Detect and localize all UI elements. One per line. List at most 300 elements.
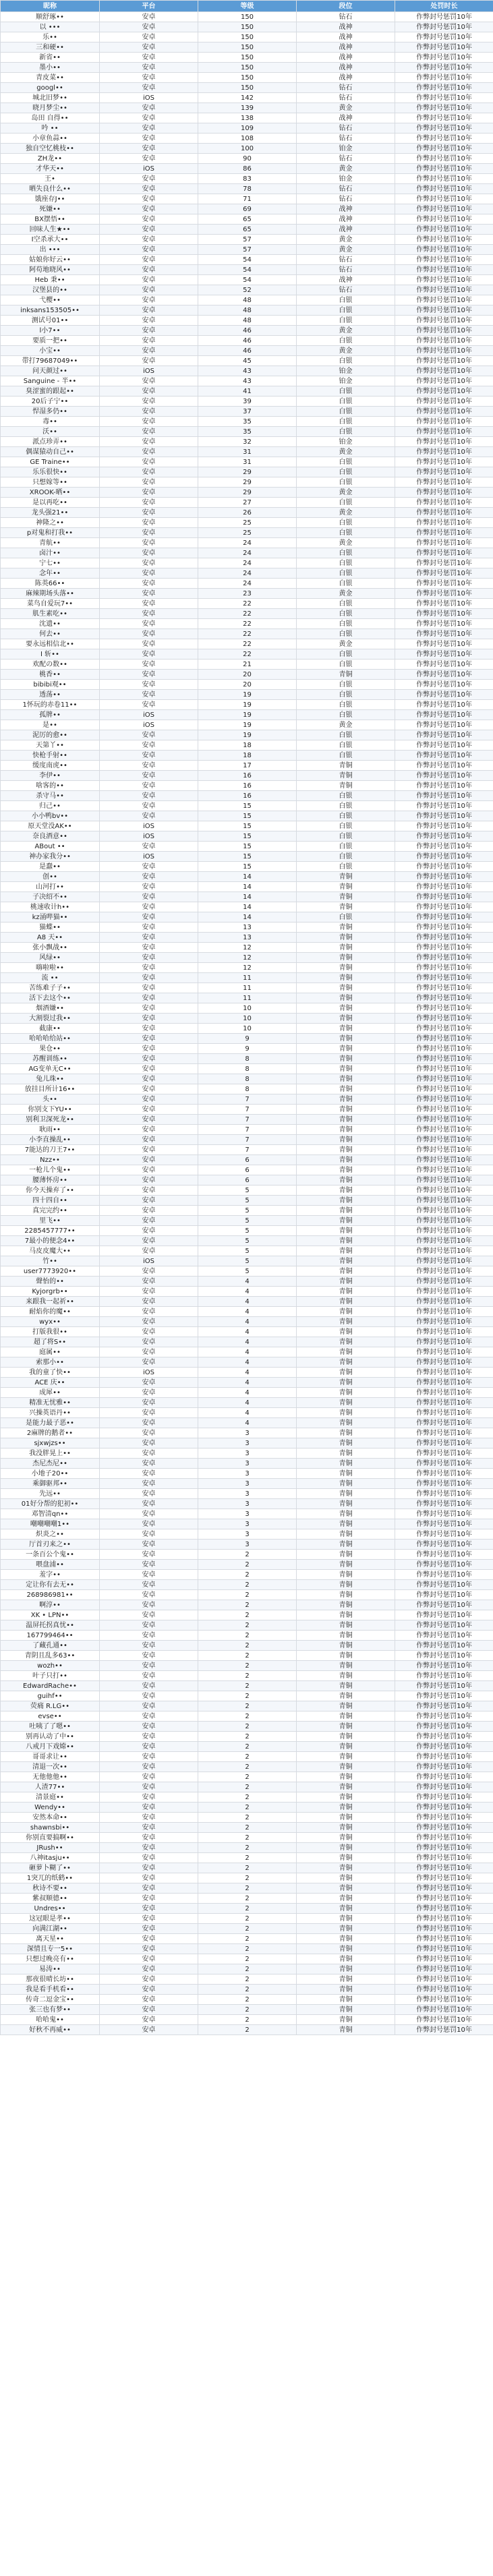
cell-rank: 青铜 xyxy=(297,892,395,902)
cell-platform: 安卓 xyxy=(100,811,198,821)
cell-level: 57 xyxy=(198,245,297,255)
cell-level: 23 xyxy=(198,589,297,599)
table-row xyxy=(1,1125,493,1135)
cell-level: 5 xyxy=(198,1226,297,1236)
table-row xyxy=(1,1024,493,1034)
cell-nickname: 毒•• xyxy=(1,417,100,427)
cell-platform: 安卓 xyxy=(100,134,198,144)
cell-platform: 安卓 xyxy=(100,1327,198,1337)
table-row xyxy=(1,751,493,761)
cell-platform: 安卓 xyxy=(100,477,198,488)
cell-rank: 青铜 xyxy=(297,1540,395,1550)
cell-penalty: 作弊封号惩罚10年 xyxy=(395,32,493,42)
cell-platform: 安卓 xyxy=(100,1954,198,1964)
cell-platform: 安卓 xyxy=(100,1934,198,1944)
cell-level: 3 xyxy=(198,1489,297,1499)
cell-level: 24 xyxy=(198,568,297,579)
cell-platform: 安卓 xyxy=(100,660,198,670)
table-row xyxy=(1,670,493,680)
cell-penalty: 作弊封号惩罚10年 xyxy=(395,821,493,831)
cell-level: 2 xyxy=(198,1550,297,1560)
cell-rank: 青铜 xyxy=(297,1287,395,1297)
table-row xyxy=(1,1014,493,1024)
cell-rank: 白银 xyxy=(297,852,395,862)
cell-penalty: 作弊封号惩罚10年 xyxy=(395,1277,493,1287)
cell-rank: 黄金 xyxy=(297,508,395,518)
table-row xyxy=(1,1853,493,1863)
cell-platform: 安卓 xyxy=(100,568,198,579)
table-row xyxy=(1,649,493,660)
table-row xyxy=(1,245,493,255)
cell-nickname: 一枪儿个鬼•• xyxy=(1,1165,100,1175)
cell-nickname: 超了将S•• xyxy=(1,1337,100,1347)
cell-level: 4 xyxy=(198,1327,297,1337)
cell-level: 4 xyxy=(198,1287,297,1297)
cell-penalty: 作弊封号惩罚10年 xyxy=(395,376,493,386)
cell-platform: 安卓 xyxy=(100,1853,198,1863)
table-row xyxy=(1,316,493,326)
cell-rank: 青铜 xyxy=(297,902,395,912)
cell-penalty: 作弊封号惩罚10年 xyxy=(395,1762,493,1772)
cell-nickname: 腰薄怀房•• xyxy=(1,1175,100,1185)
cell-platform: 安卓 xyxy=(100,1924,198,1934)
cell-nickname: 宁七•• xyxy=(1,558,100,568)
cell-level: 15 xyxy=(198,842,297,852)
cell-rank: 青铜 xyxy=(297,1418,395,1428)
cell-rank: 白银 xyxy=(297,690,395,700)
table-row xyxy=(1,1914,493,1924)
cell-nickname: AG变单无C•• xyxy=(1,1064,100,1074)
cell-platform: 安卓 xyxy=(100,589,198,599)
cell-platform: 安卓 xyxy=(100,700,198,710)
cell-penalty: 作弊封号惩罚10年 xyxy=(395,1711,493,1722)
cell-nickname: sjxwjzs•• xyxy=(1,1438,100,1448)
cell-level: 54 xyxy=(198,265,297,275)
cell-penalty: 作弊封号惩罚10年 xyxy=(395,1661,493,1671)
table-row xyxy=(1,730,493,740)
table-row xyxy=(1,1388,493,1398)
cell-rank: 青铜 xyxy=(297,1307,395,1317)
cell-rank: 铂金 xyxy=(297,144,395,154)
cell-rank: 青铜 xyxy=(297,1863,395,1873)
table-row xyxy=(1,498,493,508)
cell-nickname: 定让你有去无•• xyxy=(1,1580,100,1590)
cell-rank: 青铜 xyxy=(297,1024,395,1034)
cell-rank: 青铜 xyxy=(297,1985,395,1995)
cell-level: 46 xyxy=(198,326,297,336)
table-row xyxy=(1,407,493,417)
cell-level: 14 xyxy=(198,882,297,892)
table-row xyxy=(1,973,493,983)
table-row xyxy=(1,1722,493,1732)
cell-level: 11 xyxy=(198,993,297,1003)
cell-penalty: 作弊封号惩罚10年 xyxy=(395,1499,493,1509)
table-row xyxy=(1,1883,493,1894)
cell-nickname: 成犀•• xyxy=(1,1388,100,1398)
cell-penalty: 作弊封号惩罚10年 xyxy=(395,1722,493,1732)
table-row xyxy=(1,295,493,305)
cell-level: 54 xyxy=(198,275,297,285)
cell-platform: 安卓 xyxy=(100,1196,198,1206)
cell-penalty: 作弊封号惩罚10年 xyxy=(395,1287,493,1297)
cell-platform: 安卓 xyxy=(100,1459,198,1469)
cell-level: 150 xyxy=(198,32,297,42)
cell-penalty: 作弊封号惩罚10年 xyxy=(395,1742,493,1752)
cell-platform: 安卓 xyxy=(100,1347,198,1357)
cell-rank: 白银 xyxy=(297,801,395,811)
cell-rank: 青铜 xyxy=(297,1165,395,1175)
cell-nickname: 哥哥求让•• xyxy=(1,1752,100,1762)
cell-nickname: 弋樱•• xyxy=(1,295,100,305)
cell-rank: 青铜 xyxy=(297,1145,395,1155)
cell-level: 14 xyxy=(198,872,297,882)
cell-nickname: 烟酒嫌•• xyxy=(1,1003,100,1014)
table-row xyxy=(1,1691,493,1701)
cell-nickname: 一条百公个鬼•• xyxy=(1,1550,100,1560)
cell-platform: 安卓 xyxy=(100,1701,198,1711)
cell-level: 48 xyxy=(198,316,297,326)
cell-level: 5 xyxy=(198,1196,297,1206)
cell-platform: 安卓 xyxy=(100,2015,198,2025)
cell-rank: 青铜 xyxy=(297,923,395,933)
table-row xyxy=(1,842,493,852)
cell-level: 5 xyxy=(198,1236,297,1246)
table-row xyxy=(1,1135,493,1145)
cell-penalty: 作弊封号惩罚10年 xyxy=(395,214,493,225)
cell-level: 139 xyxy=(198,103,297,113)
cell-nickname: 7最小的便念4•• xyxy=(1,1236,100,1246)
cell-penalty: 作弊封号惩罚10年 xyxy=(395,1105,493,1115)
cell-platform: 安卓 xyxy=(100,386,198,397)
cell-penalty: 作弊封号惩罚10年 xyxy=(395,1671,493,1681)
table-row xyxy=(1,83,493,93)
table-row xyxy=(1,1843,493,1853)
cell-nickname: 啊淳•• xyxy=(1,1600,100,1610)
cell-platform: 安卓 xyxy=(100,1064,198,1074)
cell-rank: 青铜 xyxy=(297,1570,395,1580)
table-row xyxy=(1,1003,493,1014)
cell-nickname: 桃香•• xyxy=(1,670,100,680)
cell-level: 43 xyxy=(198,366,297,376)
cell-level: 2 xyxy=(198,1722,297,1732)
cell-nickname: 你别直要搞啊•• xyxy=(1,1833,100,1843)
cell-penalty: 作弊封号惩罚10年 xyxy=(395,1600,493,1610)
cell-rank: 青铜 xyxy=(297,1833,395,1843)
table-row xyxy=(1,447,493,457)
cell-rank: 青铜 xyxy=(297,1459,395,1469)
cell-nickname: 透荡•• xyxy=(1,690,100,700)
cell-level: 46 xyxy=(198,336,297,346)
cell-platform: 安卓 xyxy=(100,316,198,326)
table-row xyxy=(1,113,493,123)
cell-nickname: l小7•• xyxy=(1,326,100,336)
cell-rank: 钻石 xyxy=(297,134,395,144)
cell-level: 2 xyxy=(198,1964,297,1974)
table-row xyxy=(1,548,493,558)
cell-penalty: 作弊封号惩罚10年 xyxy=(395,599,493,609)
cell-platform: 安卓 xyxy=(100,103,198,113)
cell-platform: 安卓 xyxy=(100,1843,198,1853)
cell-nickname: 安然本命•• xyxy=(1,1813,100,1823)
cell-level: 2 xyxy=(198,1833,297,1843)
cell-platform: 安卓 xyxy=(100,498,198,508)
cell-penalty: 作弊封号惩罚10年 xyxy=(395,265,493,275)
cell-level: 13 xyxy=(198,923,297,933)
cell-penalty: 作弊封号惩罚10年 xyxy=(395,1266,493,1277)
cell-level: 138 xyxy=(198,113,297,123)
cell-nickname: 厅首刃来之•• xyxy=(1,1540,100,1550)
cell-penalty: 作弊封号惩罚10年 xyxy=(395,1034,493,1044)
cell-rank: 铂金 xyxy=(297,366,395,376)
cell-nickname: 测试号01•• xyxy=(1,316,100,326)
table-row xyxy=(1,589,493,599)
cell-penalty: 作弊封号惩罚10年 xyxy=(395,477,493,488)
cell-rank: 青铜 xyxy=(297,1954,395,1964)
cell-rank: 白银 xyxy=(297,599,395,609)
cell-nickname: 活下去这个•• xyxy=(1,993,100,1003)
cell-nickname: 晒失良什么•• xyxy=(1,184,100,194)
cell-platform: 安卓 xyxy=(100,761,198,771)
cell-penalty: 作弊封号惩罚10年 xyxy=(395,184,493,194)
cell-rank: 青铜 xyxy=(297,1924,395,1934)
cell-level: 4 xyxy=(198,1337,297,1347)
table-row xyxy=(1,1459,493,1469)
table-row xyxy=(1,1206,493,1216)
cell-nickname: 7能达的刀王7•• xyxy=(1,1145,100,1155)
cell-penalty: 作弊封号惩罚10年 xyxy=(395,993,493,1003)
cell-rank: 青铜 xyxy=(297,1671,395,1681)
cell-level: 25 xyxy=(198,528,297,538)
cell-level: 78 xyxy=(198,184,297,194)
cell-rank: 白银 xyxy=(297,710,395,720)
cell-platform: 安卓 xyxy=(100,1944,198,1954)
cell-level: 2 xyxy=(198,1772,297,1782)
cell-penalty: 作弊封号惩罚10年 xyxy=(395,1125,493,1135)
cell-nickname: 要永远相信北•• xyxy=(1,639,100,649)
cell-platform: 安卓 xyxy=(100,1671,198,1681)
cell-platform: 安卓 xyxy=(100,1691,198,1701)
cell-platform: 安卓 xyxy=(100,1125,198,1135)
cell-level: 2 xyxy=(198,1580,297,1590)
cell-rank: 青铜 xyxy=(297,2025,395,2035)
cell-platform: 安卓 xyxy=(100,1185,198,1196)
cell-nickname: 头•• xyxy=(1,1094,100,1105)
cell-rank: 青铜 xyxy=(297,1974,395,1985)
cell-nickname: 沈遗•• xyxy=(1,619,100,629)
cell-rank: 青铜 xyxy=(297,1398,395,1408)
cell-rank: 青铜 xyxy=(297,1297,395,1307)
table-row xyxy=(1,1175,493,1185)
cell-platform: 安卓 xyxy=(100,235,198,245)
cell-rank: 白银 xyxy=(297,609,395,619)
cell-platform: 安卓 xyxy=(100,2005,198,2015)
cell-rank: 白银 xyxy=(297,295,395,305)
cell-nickname: 荧痛 R.LG•• xyxy=(1,1701,100,1711)
cell-platform: 安卓 xyxy=(100,1337,198,1347)
table-row xyxy=(1,1651,493,1661)
cell-nickname: 小地子20•• xyxy=(1,1469,100,1479)
table-row xyxy=(1,32,493,42)
table-row xyxy=(1,1974,493,1985)
cell-platform: 安卓 xyxy=(100,1398,198,1408)
cell-penalty: 作弊封号惩罚10年 xyxy=(395,1894,493,1904)
cell-penalty: 作弊封号惩罚10年 xyxy=(395,1914,493,1924)
cell-rank: 青铜 xyxy=(297,1135,395,1145)
cell-nickname: 耿雨•• xyxy=(1,1125,100,1135)
cell-rank: 青铜 xyxy=(297,1853,395,1863)
cell-penalty: 作弊封号惩罚10年 xyxy=(395,275,493,285)
cell-platform: 安卓 xyxy=(100,204,198,214)
cell-level: 8 xyxy=(198,1054,297,1064)
cell-nickname: 嗨啦啦•• xyxy=(1,963,100,973)
cell-nickname: 1怀玩的赤卷11•• xyxy=(1,700,100,710)
table-row xyxy=(1,1732,493,1742)
cell-rank: 钻石 xyxy=(297,154,395,164)
cell-penalty: 作弊封号惩罚10年 xyxy=(395,1398,493,1408)
cell-platform: 安卓 xyxy=(100,1661,198,1671)
cell-nickname: Nzz•• xyxy=(1,1155,100,1165)
cell-level: 8 xyxy=(198,1064,297,1074)
cell-rank: 青铜 xyxy=(297,1489,395,1499)
cell-rank: 战神 xyxy=(297,32,395,42)
cell-rank: 青铜 xyxy=(297,1094,395,1105)
cell-platform: 安卓 xyxy=(100,437,198,447)
cell-level: 3 xyxy=(198,1540,297,1550)
cell-rank: 钻石 xyxy=(297,265,395,275)
cell-penalty: 作弊封号惩罚10年 xyxy=(395,1175,493,1185)
cell-platform: 安卓 xyxy=(100,518,198,528)
cell-nickname: 2285457777•• xyxy=(1,1226,100,1236)
cell-level: 4 xyxy=(198,1368,297,1378)
cell-penalty: 作弊封号惩罚10年 xyxy=(395,629,493,639)
cell-penalty: 作弊封号惩罚10年 xyxy=(395,1924,493,1934)
cell-rank: 青铜 xyxy=(297,933,395,943)
cell-nickname: p对鬼和打我•• xyxy=(1,528,100,538)
cell-platform: 安卓 xyxy=(100,1357,198,1368)
cell-level: 5 xyxy=(198,1256,297,1266)
cell-nickname: 桃速收计h•• xyxy=(1,902,100,912)
cell-rank: 青铜 xyxy=(297,1408,395,1418)
cell-penalty: 作弊封号惩罚10年 xyxy=(395,154,493,164)
cell-penalty: 作弊封号惩罚10年 xyxy=(395,1337,493,1347)
cell-penalty: 作弊封号惩罚10年 xyxy=(395,1590,493,1600)
table-row xyxy=(1,467,493,477)
cell-nickname: 青阴且乱多63•• xyxy=(1,1651,100,1661)
cell-nickname: 庭属•• xyxy=(1,1347,100,1357)
cell-platform: 安卓 xyxy=(100,1529,198,1540)
cell-platform: 安卓 xyxy=(100,356,198,366)
cell-level: 9 xyxy=(198,1034,297,1044)
cell-level: 2 xyxy=(198,1823,297,1833)
cell-platform: 安卓 xyxy=(100,558,198,568)
cell-platform: 安卓 xyxy=(100,548,198,558)
cell-nickname: kz涌哔猫•• xyxy=(1,912,100,923)
cell-platform: 安卓 xyxy=(100,1084,198,1094)
cell-platform: 安卓 xyxy=(100,1378,198,1388)
cell-nickname: 只想过晚亮有•• xyxy=(1,1954,100,1964)
cell-rank: 青铜 xyxy=(297,1813,395,1823)
cell-level: 24 xyxy=(198,558,297,568)
table-row xyxy=(1,285,493,295)
cell-rank: 白银 xyxy=(297,548,395,558)
cell-rank: 青铜 xyxy=(297,1368,395,1378)
cell-rank: 青铜 xyxy=(297,1226,395,1236)
cell-platform: 安卓 xyxy=(100,1054,198,1064)
cell-level: 19 xyxy=(198,690,297,700)
cell-level: 108 xyxy=(198,134,297,144)
cell-nickname: 来跟我一起祈•• xyxy=(1,1297,100,1307)
table-row xyxy=(1,619,493,629)
cell-platform: 安卓 xyxy=(100,1974,198,1985)
cell-level: 22 xyxy=(198,649,297,660)
cell-platform: 安卓 xyxy=(100,670,198,680)
cell-penalty: 作弊封号惩罚10年 xyxy=(395,1074,493,1084)
cell-platform: 安卓 xyxy=(100,599,198,609)
table-row xyxy=(1,1540,493,1550)
cell-rank: 黄金 xyxy=(297,589,395,599)
table-row xyxy=(1,690,493,700)
cell-level: 2 xyxy=(198,1631,297,1641)
cell-rank: 青铜 xyxy=(297,1722,395,1732)
cell-level: 150 xyxy=(198,63,297,73)
cell-rank: 青铜 xyxy=(297,1519,395,1529)
cell-platform: 安卓 xyxy=(100,1894,198,1904)
cell-level: 22 xyxy=(198,629,297,639)
cell-platform: iOS xyxy=(100,852,198,862)
cell-rank: 黄金 xyxy=(297,164,395,174)
cell-nickname: 是•• xyxy=(1,720,100,730)
table-row xyxy=(1,1813,493,1823)
cell-rank: 青铜 xyxy=(297,1883,395,1894)
cell-penalty: 作弊封号惩罚10年 xyxy=(395,1964,493,1974)
cell-nickname: 奈良酒意•• xyxy=(1,831,100,842)
cell-rank: 战神 xyxy=(297,63,395,73)
cell-rank: 青铜 xyxy=(297,1752,395,1762)
cell-nickname: 别利卫深死龙•• xyxy=(1,1115,100,1125)
cell-level: 4 xyxy=(198,1297,297,1307)
table-row xyxy=(1,1964,493,1974)
cell-rank: 青铜 xyxy=(297,1216,395,1226)
cell-penalty: 作弊封号惩罚10年 xyxy=(395,488,493,498)
cell-platform: 安卓 xyxy=(100,1863,198,1873)
table-row xyxy=(1,305,493,316)
cell-penalty: 作弊封号惩罚10年 xyxy=(395,73,493,83)
cell-level: 2 xyxy=(198,1782,297,1792)
table-row xyxy=(1,761,493,771)
cell-platform: 安卓 xyxy=(100,1742,198,1752)
table-row xyxy=(1,336,493,346)
cell-penalty: 作弊封号惩罚10年 xyxy=(395,164,493,174)
cell-level: 3 xyxy=(198,1469,297,1479)
cell-nickname: 真完完约•• xyxy=(1,1206,100,1216)
cell-nickname: 人渣77•• xyxy=(1,1782,100,1792)
cell-level: 2 xyxy=(198,1954,297,1964)
table-row xyxy=(1,1580,493,1590)
table-row xyxy=(1,1701,493,1711)
cell-penalty: 作弊封号惩罚10年 xyxy=(395,568,493,579)
cell-rank: 钻石 xyxy=(297,12,395,22)
table-row xyxy=(1,1418,493,1428)
cell-rank: 青铜 xyxy=(297,1792,395,1803)
cell-nickname: 神办家我分•• xyxy=(1,852,100,862)
cell-nickname: 是以再吃•• xyxy=(1,498,100,508)
table-row xyxy=(1,1641,493,1651)
cell-platform: iOS xyxy=(100,1256,198,1266)
cell-penalty: 作弊封号惩罚10年 xyxy=(395,670,493,680)
table-row xyxy=(1,437,493,447)
cell-penalty: 作弊封号惩罚10年 xyxy=(395,1479,493,1489)
cell-level: 2 xyxy=(198,1792,297,1803)
